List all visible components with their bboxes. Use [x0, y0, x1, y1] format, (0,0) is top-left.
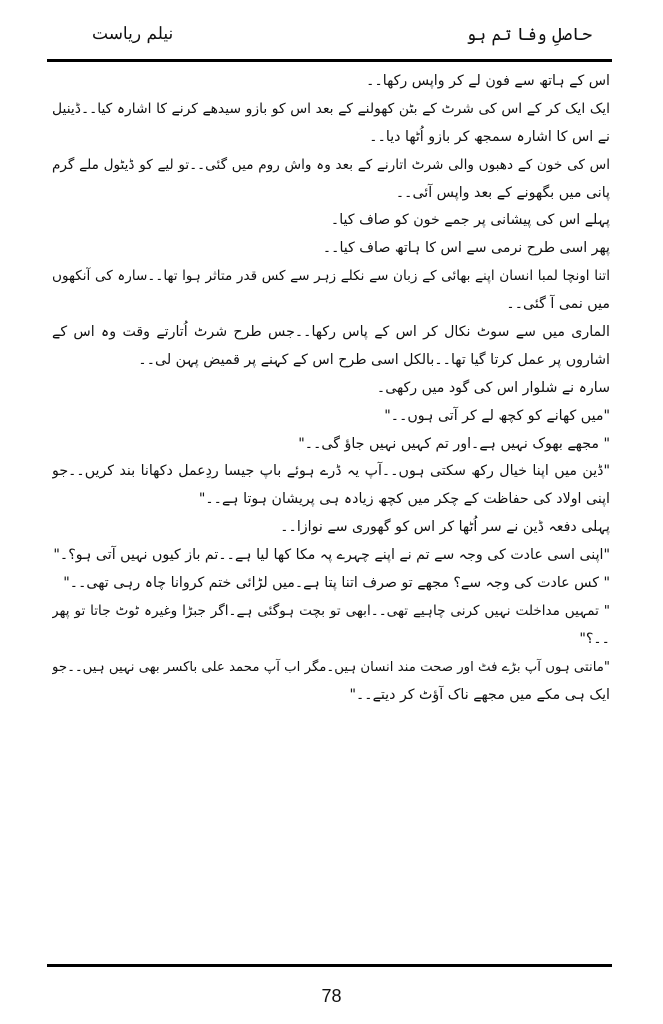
text-line: اپنی اولاد کی حفاظت کے چکر میں کچھ زیادہ ہی پریشان ہوتا ہے۔۔"	[198, 491, 610, 508]
text-line: پھر اسی طرح نرمی سے اس کا ہاتھ صاف کیا۔۔	[322, 240, 610, 257]
author-name: نیلم ریاست	[92, 24, 174, 44]
text-line: پانی میں بگھونے کے بعد واپس آئی۔۔	[395, 184, 610, 201]
text-line: " کس عادت کی وجہ سے؟ مجھے تو صرف اتنا پتا ہے۔میں لڑائی ختم کروانا چاہ رہی تھی۔۔"	[63, 575, 610, 592]
text-line: پہلی دفعہ ڈین نے سر اُٹھا کر اس کو گھوری سے نوازا۔۔	[280, 519, 610, 536]
page-number: 78	[321, 986, 342, 1006]
text-line: ۔۔؟"	[579, 630, 610, 647]
text-line: اس کی خون کے دھبوں والی شرٹ اتارنے کے بعد وہ واش روم میں گئی۔۔تو لیے کو ڈیٹول ملے گرم	[52, 156, 610, 173]
text-line: الماری میں سے سوٹ نکال کر اس کے پاس رکھا۔۔جس طرح شرٹ اُتارتے وقت وہ اس کے	[52, 324, 610, 341]
text-line: اس کے ہاتھ سے فون لے کر واپس رکھا۔۔	[366, 73, 610, 89]
text-line: سارہ نے شلوار اس کی گود میں رکھی۔	[376, 379, 610, 396]
text-line: "اپنی اسی عادت کی وجہ سے تم نے اپنے چہرے پہ مکا کھا لیا ہے۔۔تم باز کیوں نہیں آتی ہو؟۔"	[53, 547, 610, 564]
running-header	[47, 14, 612, 54]
text-line: اشاروں پر عمل کرتا گیا تھا۔۔بالکل اسی طرح اس کے کہنے پر قمیض پہن لی۔۔	[138, 351, 610, 368]
text-line: نے اس کا اشارہ سمجھ کر بازو اُٹھا دیا۔۔	[369, 128, 610, 145]
text-line: میں نمی آ گئی۔۔	[506, 296, 610, 313]
text-line: " مجھے بھوک نہیں ہے۔اور تم کہیں نہیں جاؤ گی۔۔"	[298, 435, 610, 452]
text-line: ایک ہی مکے میں مجھے ناک آؤٹ کر دیتے۔۔"	[349, 686, 610, 703]
text-line: پہلے اس کی پیشانی پر جمے خون کو صاف کیا۔	[330, 212, 610, 229]
text-line: "میں کھانے کو کچھ لے کر آتی ہوں۔۔"	[384, 407, 610, 424]
text-line: "ڈین میں اپنا خیال رکھ سکتی ہوں۔۔آپ یہ ڈرے ہوئے باپ جیسا ردِعمل دکھانا بند کریں۔۔جو	[52, 463, 610, 480]
footer-rule	[47, 964, 612, 967]
page-body	[52, 68, 610, 709]
text-line: " تمہیں مداخلت نہیں کرنی چاہیے تھی۔۔ابھی تو بچت ہوگئی ہے۔اگر جبڑا وغیرہ ٹوٹ جاتا تو پھر	[52, 602, 610, 619]
text-line: "مانتی ہوں آپ بڑے فٹ اور صحت مند انسان ہیں۔مگر اب آپ محمد علی باکسر بھی نہیں ہیں۔۔جو	[52, 659, 610, 675]
text-line: اتنا اونچا لمبا انسان اپنے بھائی کے زبان سے نکلے زہر سے کس قدر متاثر ہوا تھا۔۔سارہ کی آنکھوں	[52, 268, 610, 285]
book-title: حاصلِ وفا تم ہو	[466, 25, 592, 45]
text-line: ایک ایک کر کے اس کی شرٹ کے بٹن کھولنے کے بعد اس کو بازو سیدھے کرنے کا اشارہ کیا۔۔ڈینیل	[52, 100, 610, 117]
header-rule	[47, 59, 612, 62]
